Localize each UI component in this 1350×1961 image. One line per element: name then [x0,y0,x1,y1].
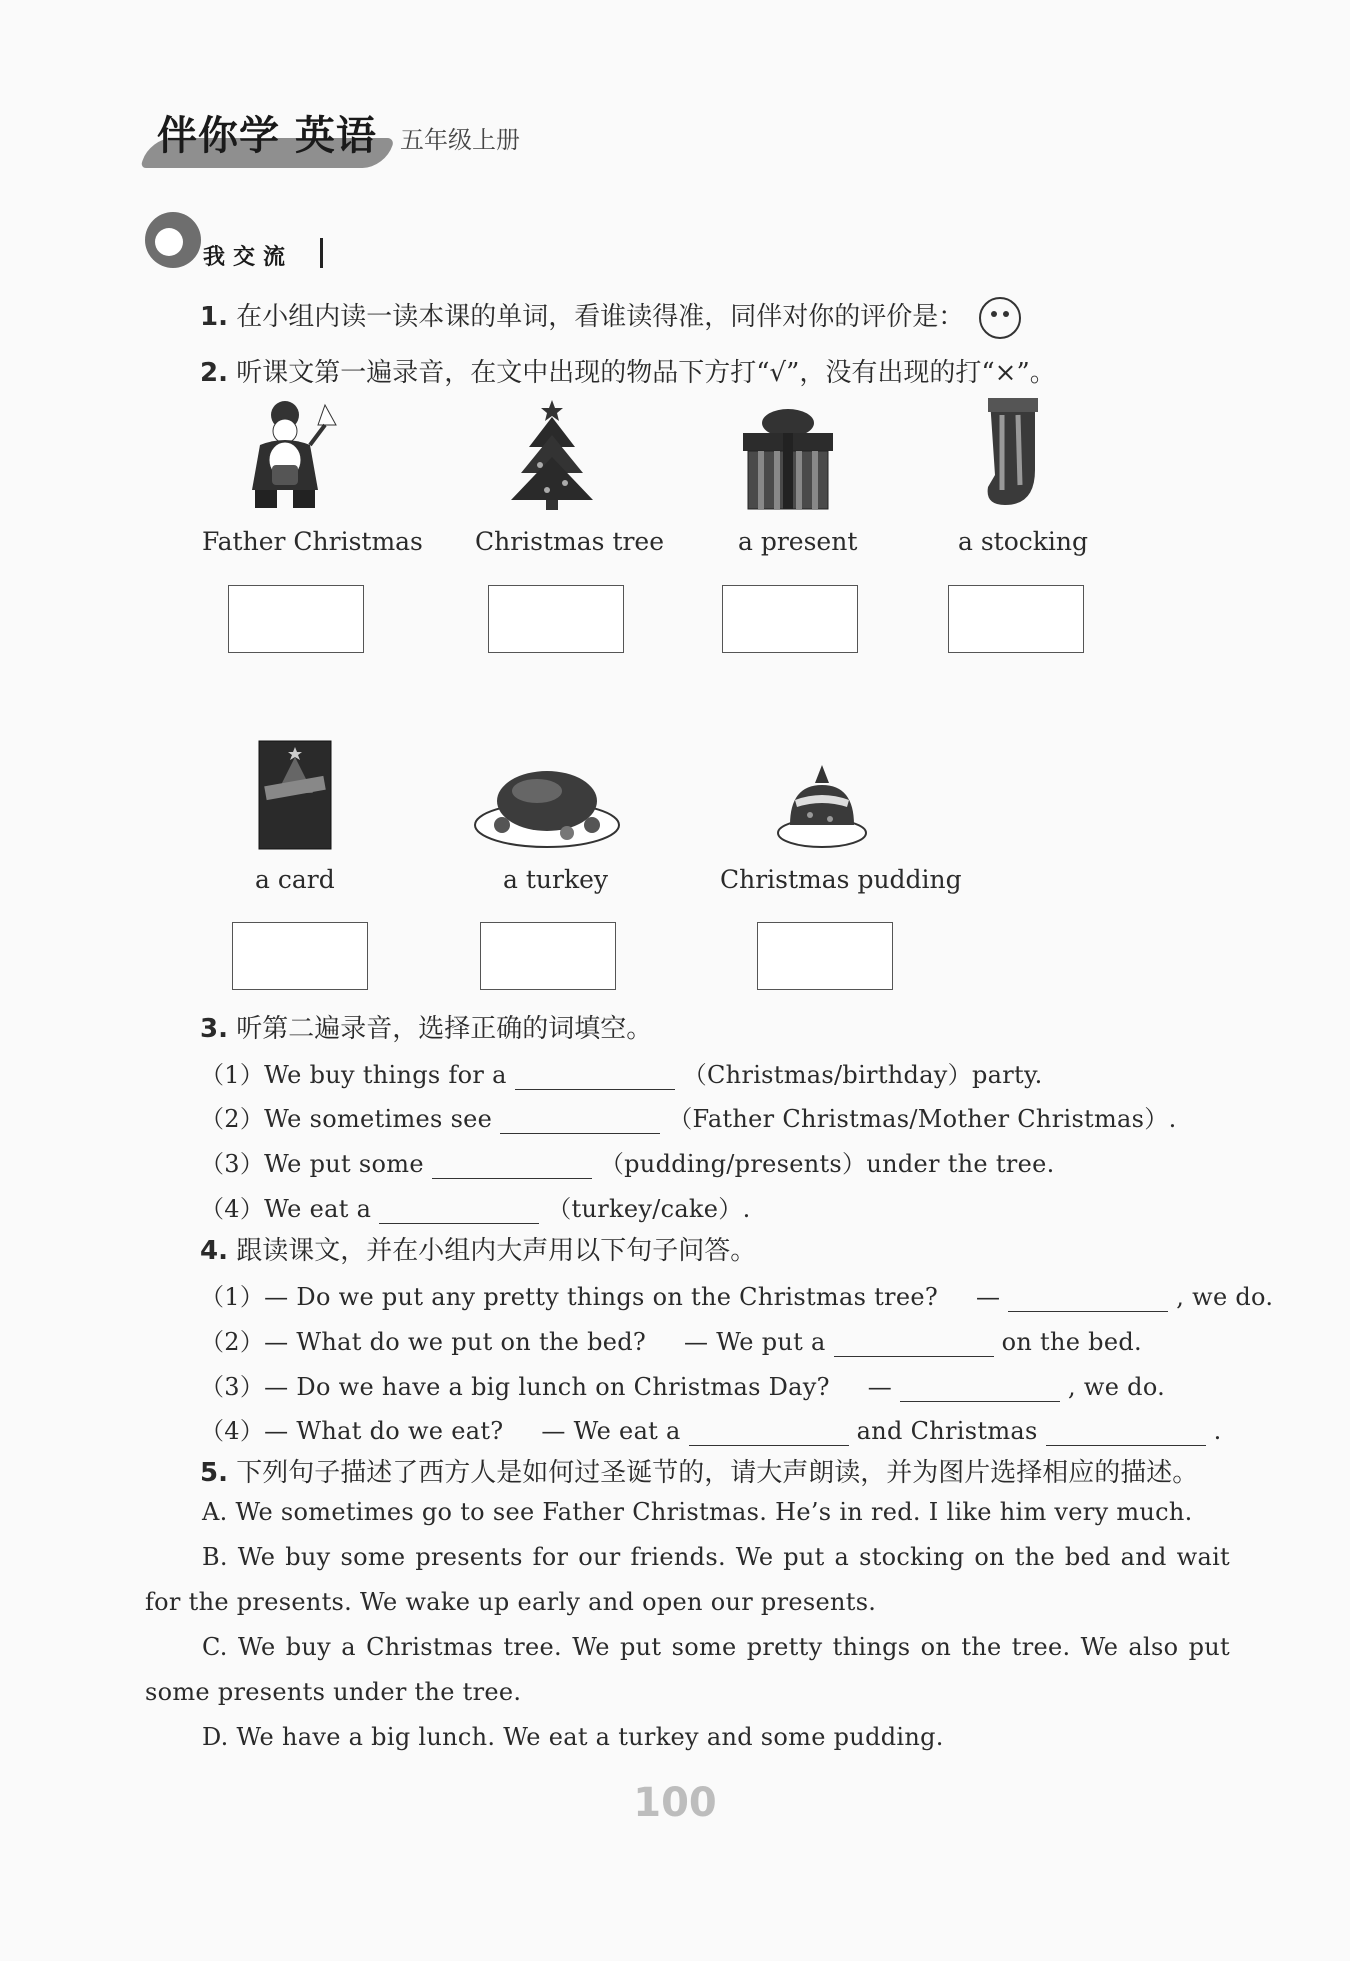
sentence-start: We sometimes see [264,1105,493,1133]
item-label: Father Christmas [202,527,423,556]
question-text: 跟读课文，并在小组内大声用以下句子问答。 [236,1236,757,1266]
answer-blank[interactable] [432,1154,592,1179]
father-christmas-icon [240,395,350,515]
book-header [145,100,745,170]
item-number: （3） [200,1373,265,1401]
sentence-start: We eat a [264,1195,372,1223]
card-icon [255,733,335,853]
answer-blank[interactable] [379,1199,539,1224]
sentence-end: （Christmas/birthday）party. [682,1061,1043,1089]
item-label: Christmas tree [475,527,665,556]
question-number: 4. [200,1236,228,1266]
description-a: A. We sometimes go to see Father Christmas. He’s in red. I like him very much. [202,1498,1193,1526]
question-2 [200,352,1056,389]
sentence-end: （pudding/presents）under the tree. [599,1150,1055,1178]
fill-in-line [200,1189,751,1224]
answer-end: . [1213,1417,1222,1445]
section-title: 我交流 [203,245,294,270]
item-label: a card [255,865,335,894]
item-number: （3） [200,1150,265,1178]
question-number: 3. [200,1014,228,1044]
sentence-end: （turkey/cake）. [547,1195,751,1223]
question-text: 在小组内读一读本课的单词，看谁读得准，同伴对你的评价是： [236,302,965,332]
answer-dash: — [867,1373,893,1401]
answer-end: on the bed. [1001,1328,1142,1356]
question-5 [200,1452,1198,1489]
question-sentence: — What do we put on the bed? [264,1328,647,1356]
answer-blank[interactable] [1046,1421,1206,1446]
question-number: 1. [200,302,228,332]
page-number: 100 [633,1780,717,1826]
item-label: a stocking [958,527,1089,556]
item-number: （1） [200,1283,265,1311]
stocking-icon [980,395,1050,515]
question-number: 5. [200,1458,228,1488]
item-label: a turkey [503,865,609,894]
christmas-tree-icon [505,395,600,515]
question-sentence: — What do we eat? [264,1417,504,1445]
answer-dash: — [975,1283,1001,1311]
section-divider [320,238,323,268]
question-1 [200,296,1021,339]
answer-box[interactable] [948,585,1084,653]
answer-blank[interactable] [900,1377,1060,1402]
item-number: （2） [200,1328,265,1356]
question-sentence: — Do we put any pretty things on the Christmas tree? [264,1283,939,1311]
mascot-icon [145,212,201,268]
description-d: D. We have a big lunch. We eat a turkey and some pudding. [202,1723,944,1751]
answer-box[interactable] [228,585,364,653]
answer-start: — We put a [684,1328,826,1356]
item-number: （1） [200,1061,265,1089]
fill-in-line [200,1099,1177,1134]
question-4 [200,1230,756,1267]
item-number: （4） [200,1417,265,1445]
sentence-start: We put some [264,1150,424,1178]
sentence-start: We buy things for a [264,1061,507,1089]
book-subtitle: 五年级上册 [400,126,520,154]
answer-box[interactable] [488,585,624,653]
item-label: a present [738,527,858,556]
sentence-end: （Father Christmas/Mother Christmas）. [668,1105,1177,1133]
answer-blank[interactable] [689,1421,849,1446]
question-text: 听第二遍录音，选择正确的词填空。 [236,1014,653,1044]
answer-start: — We eat a [541,1417,681,1445]
question-number: 2. [200,358,228,388]
answer-blank[interactable] [1008,1287,1168,1312]
answer-blank[interactable] [834,1332,994,1357]
answer-end: , we do. [1176,1283,1274,1311]
smiley-face-icon [979,297,1021,339]
fill-in-line [200,1144,1055,1179]
question-sentence: — Do we have a big lunch on Christmas Day? [264,1373,830,1401]
dialogue-line [200,1367,1165,1402]
item-label: Christmas pudding [720,865,962,894]
answer-end: , we do. [1068,1373,1166,1401]
dialogue-line [200,1322,1142,1357]
answer-box[interactable] [480,922,616,990]
dialogue-line [200,1277,1273,1312]
description-b: B. We buy some presents for our friends. We put a stocking on the bed and wait for the presents. We wake up early and open our presents. [145,1543,1230,1616]
present-icon [738,405,838,515]
pudding-icon [775,755,870,855]
question-text: 下列句子描述了西方人是如何过圣诞节的，请大声朗读，并为图片选择相应的描述。 [236,1458,1199,1488]
answer-middle: and Christmas [856,1417,1038,1445]
fill-in-line [200,1055,1043,1090]
dialogue-line [200,1411,1222,1446]
item-number: （4） [200,1195,265,1223]
answer-box[interactable] [722,585,858,653]
question-3 [200,1008,652,1045]
answer-blank[interactable] [500,1109,660,1134]
book-title: 伴你学 英语 [157,113,377,159]
description-c: C. We buy a Christmas tree. We put some pretty things on the tree. We also put some presents under the tree. [145,1633,1230,1706]
answer-box[interactable] [232,922,368,990]
item-number: （2） [200,1105,265,1133]
answer-box[interactable] [757,922,893,990]
question-text: 听课文第一遍录音，在文中出现的物品下方打“√”，没有出现的打“×”。 [236,358,1056,388]
turkey-icon [472,753,622,853]
section-badge [145,212,345,274]
answer-blank[interactable] [515,1065,675,1090]
